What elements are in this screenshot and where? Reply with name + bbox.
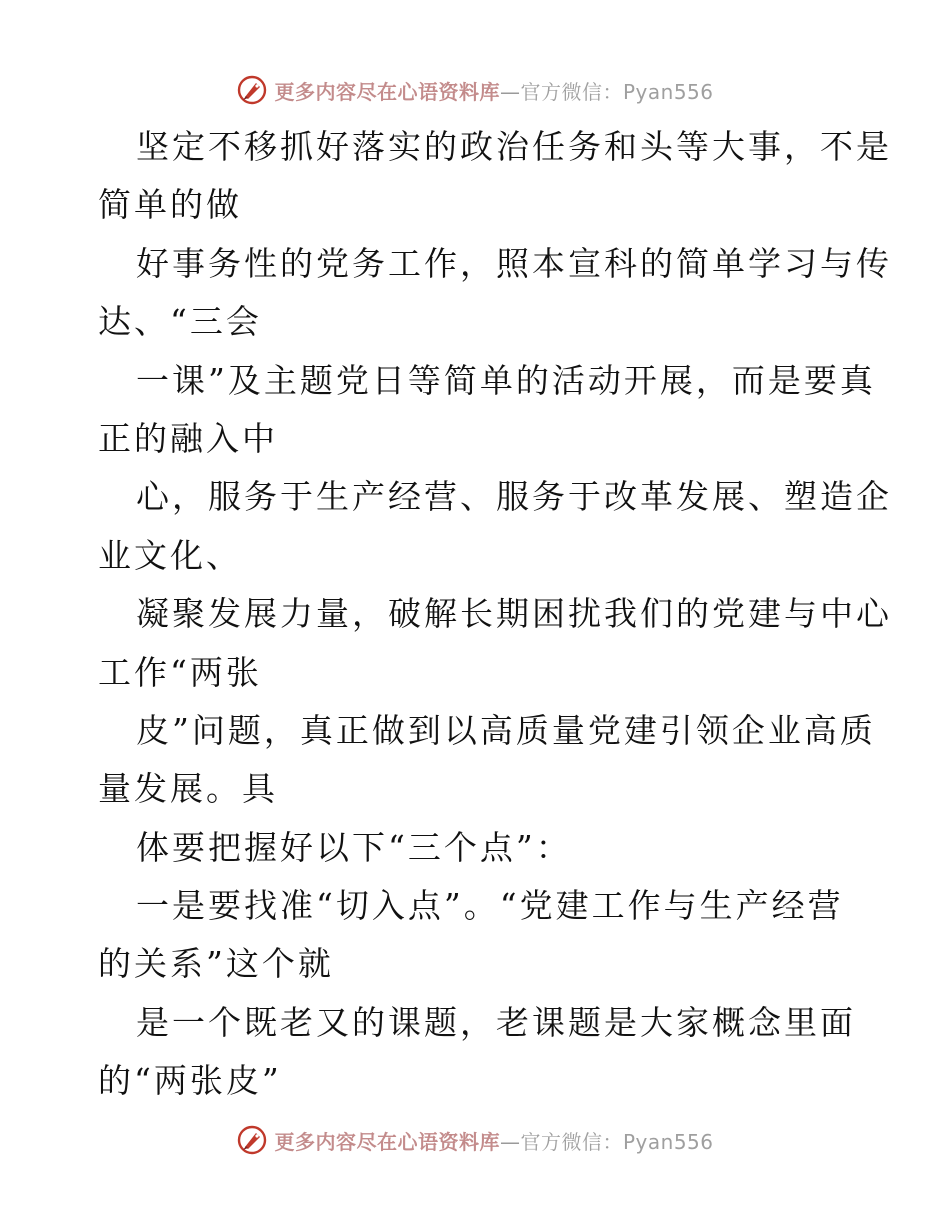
paragraph <box>98 118 892 235</box>
paragraph-line: 的“两张皮” <box>98 1061 282 1101</box>
paragraph-line: 正的融入中 <box>98 418 278 458</box>
paragraph-line: 量发展。具 <box>98 769 278 809</box>
paragraph-line: 业文化、 <box>98 535 242 575</box>
paragraph-line: 一是要找准“切入点”。“党建工作与生产经营 <box>136 886 844 926</box>
pen-nib-logo-icon <box>236 74 268 106</box>
paragraph <box>98 702 876 819</box>
paragraph-line: 的关系”这个就 <box>98 944 334 984</box>
watermark-text <box>274 1126 713 1155</box>
footer-watermark <box>0 1120 950 1160</box>
paragraph <box>98 468 892 585</box>
watermark-wechat-id: Pyan556 <box>622 79 714 104</box>
paragraph-line: 心，服务于生产经营、服务于改革发展、塑造企 <box>136 477 892 517</box>
paragraph-line: 一课”及主题党日等简单的活动开展，而是要真 <box>136 360 876 400</box>
paragraph-line: 达、“三会 <box>98 302 262 342</box>
watermark-wechat-label: 官方微信： <box>520 79 623 104</box>
watermark-wechat-label: 官方微信： <box>520 1129 623 1154</box>
paragraph-line: 好事务性的党务工作，照本宣科的简单学习与传 <box>136 243 892 283</box>
document-body <box>98 118 892 1111</box>
watermark-dash: — <box>499 1129 521 1154</box>
paragraph <box>98 994 858 1111</box>
paragraph-line: 凝聚发展力量，破解长期困扰我们的党建与中心 <box>136 594 892 634</box>
header-watermark <box>0 70 950 110</box>
paragraph-line: 皮”问题，真正做到以高质量党建引领企业高质 <box>136 710 876 750</box>
watermark-text <box>274 76 713 105</box>
watermark-brand: 更多内容尽在心语资料库 <box>274 79 500 104</box>
pen-nib-logo-icon <box>236 1124 268 1156</box>
paragraph-line: 工作“两张 <box>98 652 262 692</box>
paragraph <box>98 235 892 352</box>
paragraph-line: 体要把握好以下“三个点”： <box>136 827 572 867</box>
watermark-dash: — <box>499 79 521 104</box>
paragraph <box>98 877 858 994</box>
paragraph-line: 坚定不移抓好落实的政治任务和头等大事，不是 <box>136 127 892 166</box>
watermark-brand: 更多内容尽在心语资料库 <box>274 1129 500 1154</box>
paragraph <box>98 352 876 469</box>
paragraph-line: 简单的做 <box>98 185 242 225</box>
paragraph <box>98 585 892 702</box>
paragraph <box>98 819 858 877</box>
watermark-wechat-id: Pyan556 <box>622 1129 714 1154</box>
paragraph-line: 是一个既老又的课题，老课题是大家概念里面 <box>136 1002 856 1042</box>
